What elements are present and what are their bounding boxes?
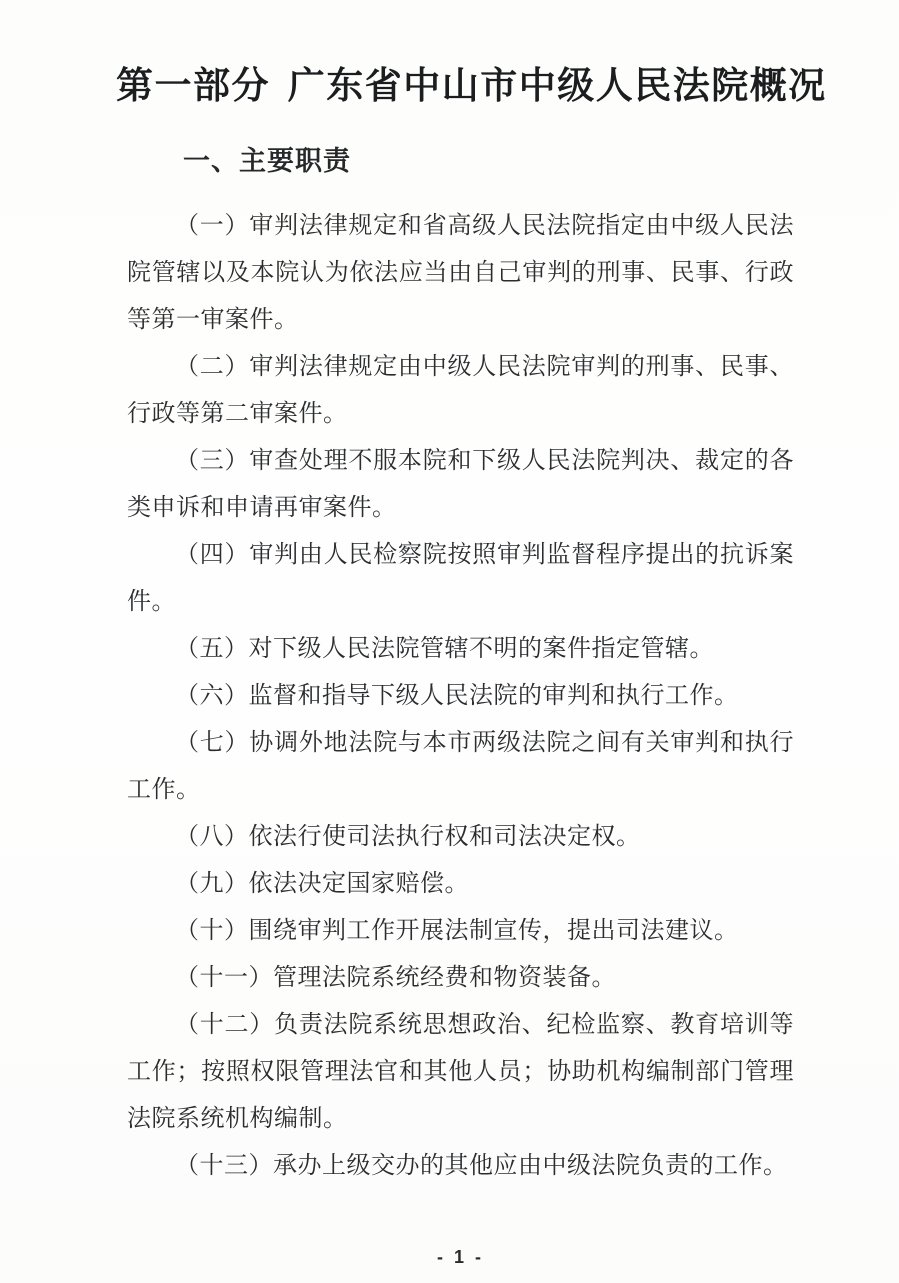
page-number: - 1 - [436,1247,484,1267]
paragraph-duty-2: （二）审判法律规定由中级人民法院审判的刑事、民事、行政等第二审案件。 [127,354,794,427]
document-title: 第一部分 广东省中山市中级人民法院概况 [116,65,827,106]
paragraph-duty-1: （一）审判法律规定和省高级人民法院指定由中级人民法院管辖以及本院认为依法应当由自己审判的刑事、民事、行政等第一审案件。 [127,213,794,333]
paragraph-duty-3: （三）审查处理不服本院和下级人民法院判决、裁定的各类申诉和申请再审案件。 [127,448,794,521]
paragraph-duty-7: （七）协调外地法院与本市两级法院之间有关审判和执行工作。 [127,730,794,803]
paragraph-duty-13: （十三）承办上级交办的其他应由中级法院负责的工作。 [175,1153,788,1179]
paragraph-duty-9: （九）依法决定国家赔偿。 [175,871,469,897]
paragraph-duty-12: （十二）负责法院系统思想政治、纪检监察、教育培训等工作；按照权限管理法官和其他人员；协助机构编制部门管理法院系统机构编制。 [127,1012,794,1132]
paragraph-duty-6: （六）监督和指导下级人民法院的审判和执行工作。 [175,683,739,709]
paragraph-duty-10: （十）围绕审判工作开展法制宣传，提出司法建议。 [175,918,739,944]
paragraph-duty-11: （十一）管理法院系统经费和物资装备。 [175,965,616,991]
paragraph-duty-5: （五）对下级人民法院管辖不明的案件指定管辖。 [175,636,714,662]
paragraph-duty-4: （四）审判由人民检察院按照审判监督程序提出的抗诉案件。 [127,542,794,615]
paragraph-duty-8: （八）依法行使司法执行权和司法决定权。 [175,824,641,850]
section-heading: 一、主要职责 [183,146,351,176]
document-body [127,203,794,1190]
